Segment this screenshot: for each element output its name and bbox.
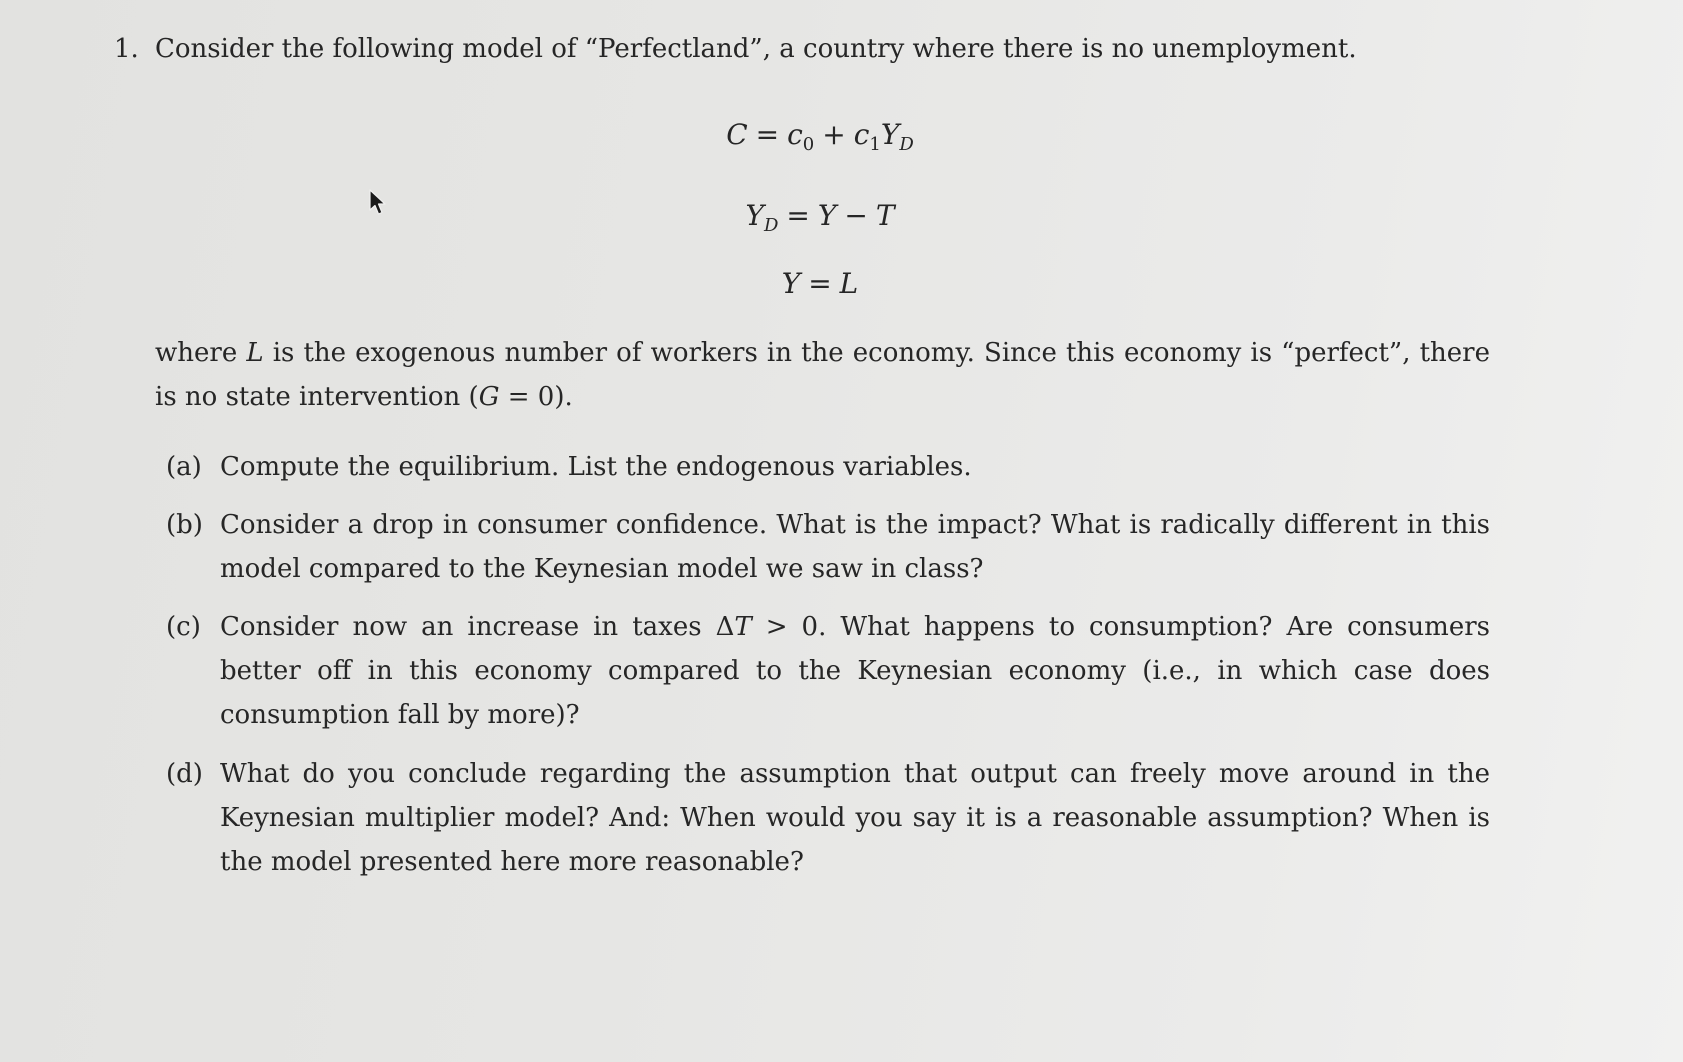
part-d (155, 752, 1490, 884)
part-label: (d) (166, 759, 203, 789)
part-text: Consider a drop in consumer confidence. What is the impact? What is radically different in this model compared to the Keynesian model we saw in class? (220, 510, 1490, 584)
part-label: (a) (166, 452, 202, 482)
part-b (155, 503, 1490, 591)
part-text: Compute the equilibrium. List the endogenous variables. (220, 452, 972, 482)
part-a (155, 445, 1490, 489)
equation-output: Y = L (781, 267, 859, 300)
mouse-pointer-icon (369, 189, 387, 217)
part-c (155, 605, 1490, 737)
equation-disposable-income: $Y_D = Y - T$ (745, 199, 895, 236)
part-text: What do you conclude regarding the assumption that output can freely move around in the Keynesian multiplier model? And: When would you say it is a reasonable assumption? When is the model presented here more reasonable? (220, 759, 1490, 877)
equation-consumption: $C = c_0 + c_1Y_D$ (726, 118, 914, 155)
part-label: (c) (166, 612, 201, 642)
question-number: 1. (114, 34, 139, 64)
part-text: Consider now an increase in taxes ΔT > 0. What happens to consumption? Are consumers better off in this economy compared to the Keynesian economy (i.e., in which case does consumption fall by more)? (220, 612, 1490, 730)
where-paragraph: where L is the exogenous number of workers in the economy. Since this economy is “perfect”, there is no state intervention (G = 0). (155, 338, 1490, 412)
question-intro: Consider the following model of “Perfectland”, a country where there is no unemployment. (155, 34, 1357, 64)
part-label: (b) (166, 510, 203, 540)
